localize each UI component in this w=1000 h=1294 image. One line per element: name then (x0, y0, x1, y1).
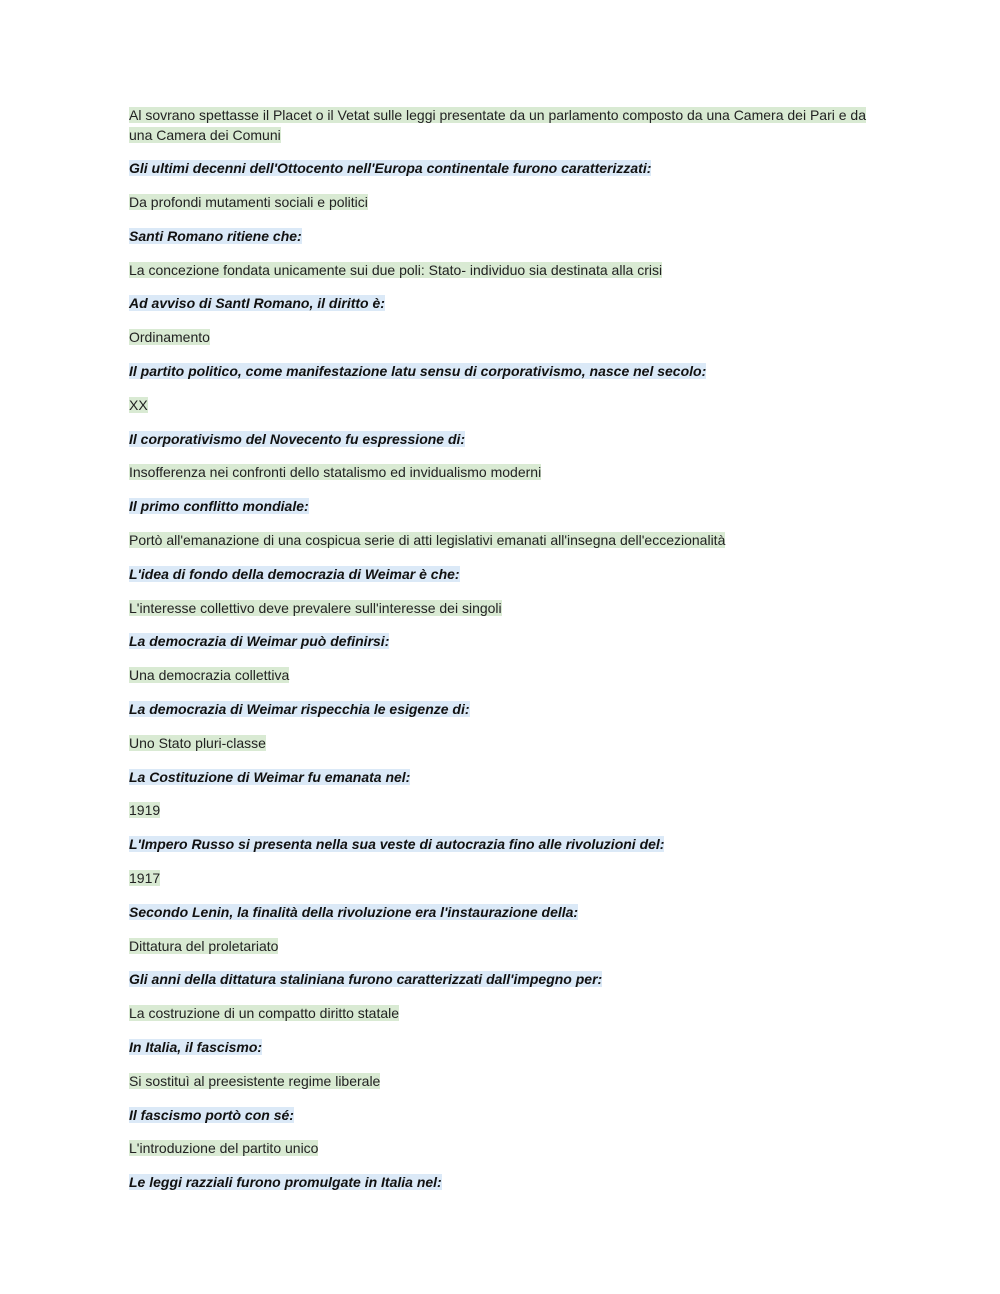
answer: L'introduzione del partito unico (129, 1140, 319, 1157)
question: Ad avviso di SantI Romano, il diritto è: (129, 295, 385, 312)
question: L'idea di fondo della democrazia di Weimar è che: (129, 565, 460, 582)
question: La democrazia di Weimar rispecchia le esigenze di: (129, 701, 470, 718)
answer: Da profondi mutamenti sociali e politici (129, 194, 368, 211)
question: Santi Romano ritiene che: (129, 227, 302, 244)
question: Il partito politico, come manifestazione latu sensu di corporativismo, nasce nel secolo: (129, 363, 707, 380)
answer: Ordinamento (129, 329, 210, 346)
intro-answer: Al sovrano spettasse il Placet o il Vetat sulle leggi presentate da un parlamento composto da una Camera dei Pari e da una Camera dei Comuni (129, 107, 866, 143)
question: Il primo conflitto mondiale: (129, 498, 309, 515)
document-page (129, 106, 869, 1207)
answer: Si sostituì al preesistente regime liberale (129, 1072, 381, 1089)
question: Le leggi razziali furono promulgate in Italia nel: (129, 1174, 442, 1191)
question: In Italia, il fascismo: (129, 1039, 263, 1056)
question: Secondo Lenin, la finalità della rivoluzione era l'instaurazione della: (129, 903, 579, 920)
question: Gli anni della dittatura staliniana furono caratterizzati dall'impegno per: (129, 971, 603, 988)
answer: 1917 (129, 870, 161, 887)
question: Il corporativismo del Novecento fu espressione di: (129, 430, 466, 447)
answer: Una democrazia collettiva (129, 667, 290, 684)
answer: Uno Stato pluri-classe (129, 734, 266, 751)
answer: Portò all'emanazione di una cospicua serie di atti legislativi emanati all'insegna dell'eccezionalità (129, 532, 726, 549)
answer: Insofferenza nei confronti dello statalismo ed invidualismo moderni (129, 464, 542, 481)
answer: La costruzione di un compatto diritto statale (129, 1005, 400, 1022)
answer: 1919 (129, 802, 161, 819)
answer: La concezione fondata unicamente sui due poli: Stato- individuo sia destinata alla crisi (129, 261, 663, 278)
answer: XX (129, 396, 148, 413)
question: Gli ultimi decenni dell'Ottocento nell'Europa continentale furono caratterizzati: (129, 160, 652, 177)
question: Il fascismo portò con sé: (129, 1106, 294, 1123)
question: La Costituzione di Weimar fu emanata nel: (129, 768, 411, 785)
question: La democrazia di Weimar può definirsi: (129, 633, 390, 650)
answer: Dittatura del proletariato (129, 937, 279, 954)
answer: L'interesse collettivo deve prevalere sull'interesse dei singoli (129, 599, 502, 616)
question: L'Impero Russo si presenta nella sua veste di autocrazia fino alle rivoluzioni del: (129, 836, 665, 853)
